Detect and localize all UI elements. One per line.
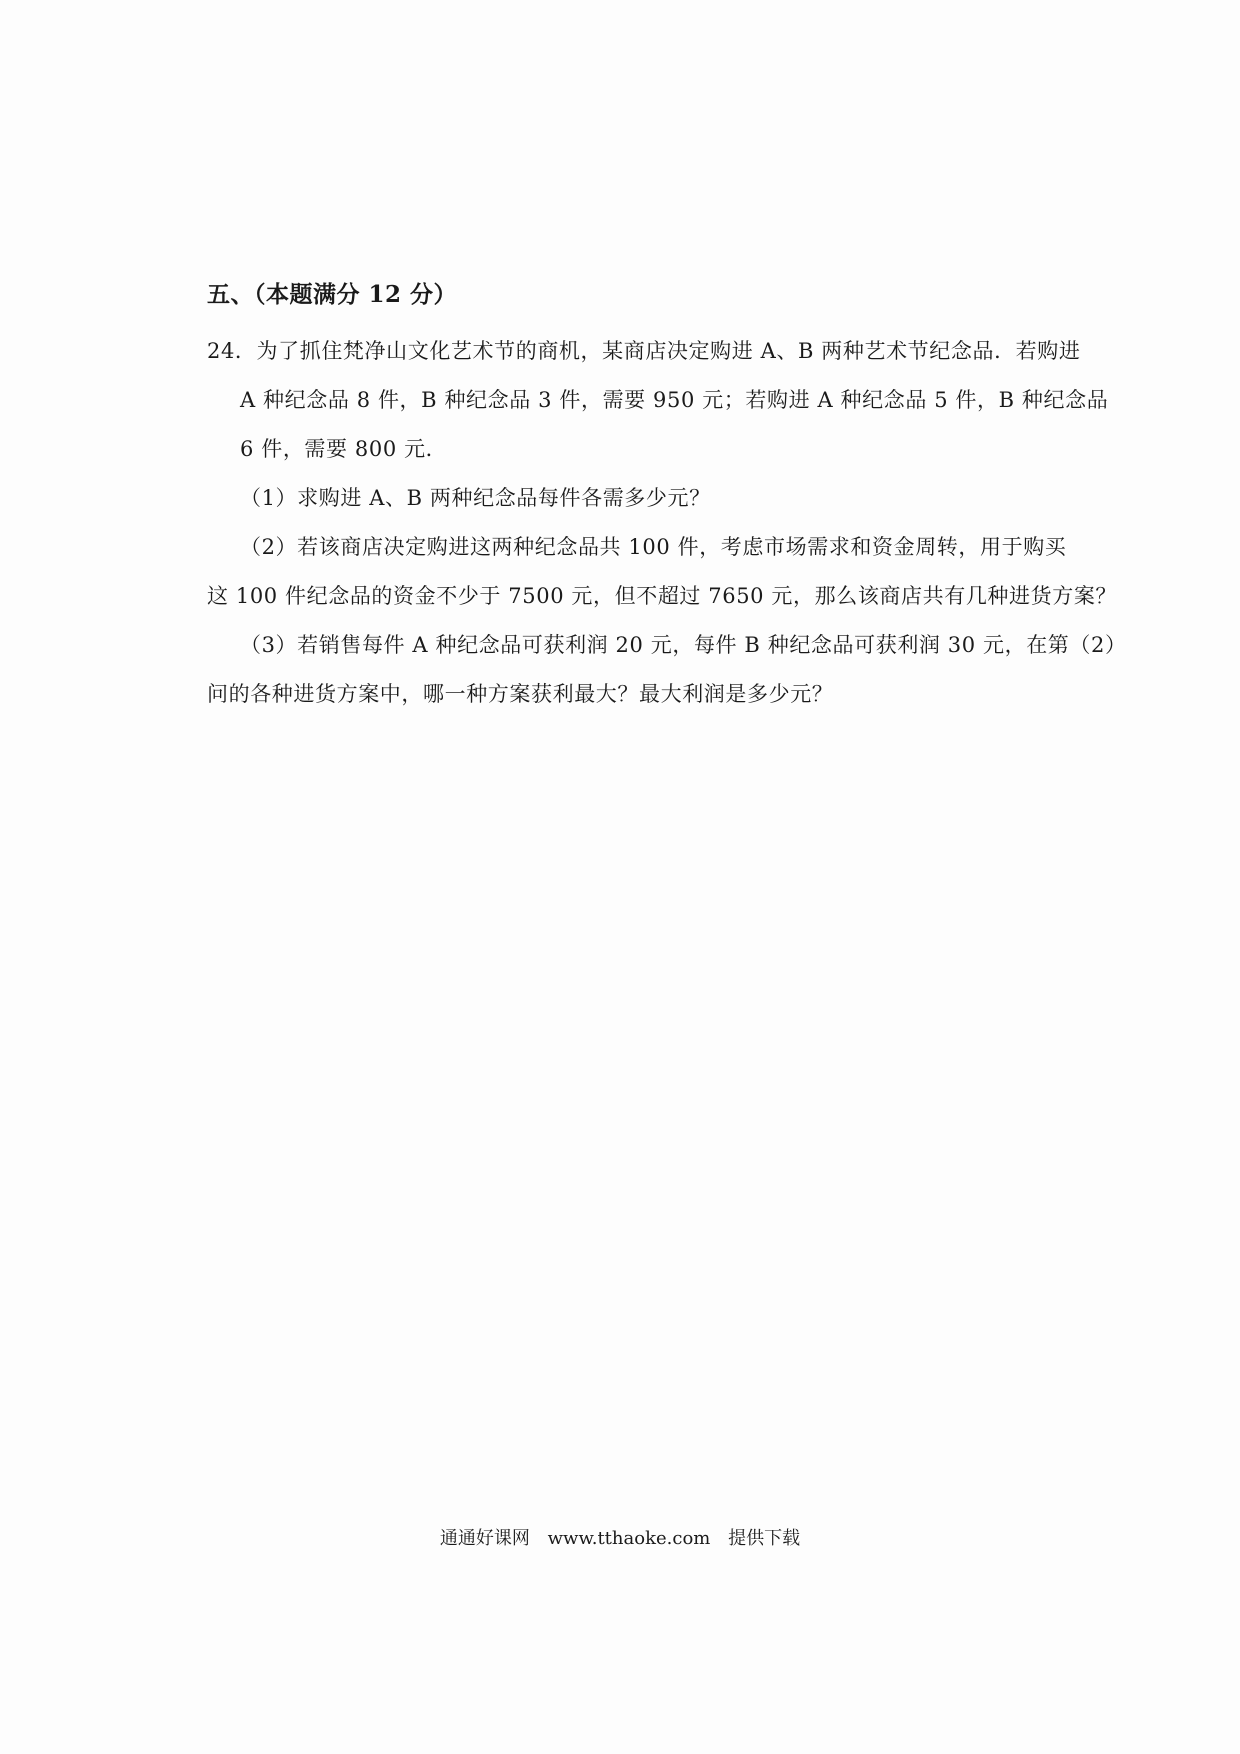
- question-part-2-line-1: （2）若该商店决定购进这两种纪念品共 100 件，考虑市场需求和资金周转，用于购买: [240, 535, 1067, 559]
- question-intro-line-1: 24．为了抓住梵净山文化艺术节的商机，某商店决定购进 A、B 两种艺术节纪念品．若购进: [207, 339, 1081, 363]
- page-footer: [0, 1524, 1240, 1550]
- question-part-3-line-2: 问的各种进货方案中，哪一种方案获利最大？最大利润是多少元？: [207, 682, 834, 706]
- question-intro-line-3: 6 件，需要 800 元．: [240, 437, 448, 461]
- section-heading: 五、（本题满分 12 分）: [207, 281, 458, 308]
- question-part-1: （1）求购进 A、B 两种纪念品每件各需多少元？: [240, 486, 711, 510]
- footer-site-name: 通通好课网: [439, 1528, 530, 1549]
- question-part-2-line-2: 这 100 件纪念品的资金不少于 7500 元，但不超过 7650 元，那么该商店共有几种进货方案？: [207, 584, 1118, 608]
- question-intro-line-2: A 种纪念品 8 件，B 种纪念品 3 件，需要 950 元；若购进 A 种纪念品 5 件，B 种纪念品: [240, 388, 1109, 412]
- question-part-3-line-1: （3）若销售每件 A 种纪念品可获利润 20 元，每件 B 种纪念品可获利润 30 元，在第（2）: [240, 633, 1127, 657]
- footer-url: www.tthaoke.com: [547, 1528, 711, 1549]
- footer-note: 提供下载: [728, 1528, 801, 1549]
